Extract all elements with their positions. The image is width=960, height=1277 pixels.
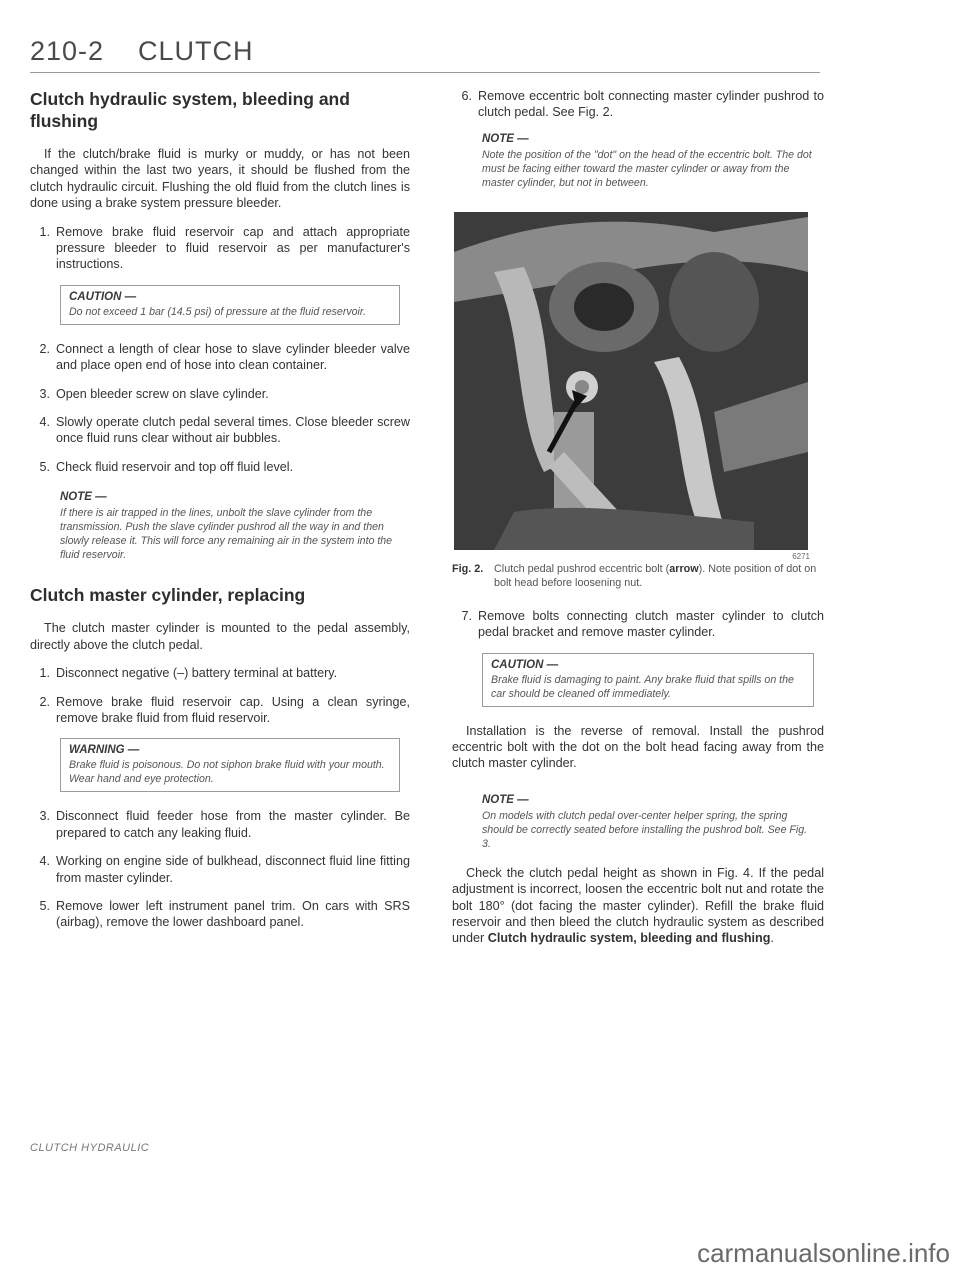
step-number: 5. [39, 459, 50, 474]
note-heading: NOTE — [482, 793, 529, 806]
figure-id: 6271 [792, 551, 810, 561]
step-text: Disconnect negative (–) battery terminal at battery. [56, 666, 338, 681]
caution-heading: CAUTION — [491, 658, 559, 671]
warning-text: Brake fluid is poisonous. Do not siphon brake fluid with your mouth. Wear hand and eye protection. [69, 759, 385, 786]
mc-step-4 [30, 853, 410, 886]
final-text: Check the clutch pedal height as shown in Fig. 4. If the pedal adjustment is incorrect, loosen the eccentric bolt nut and rotate the bolt 180° (dot facing the master cylinder). Refill the brake fluid reservoir and then bleed the clutch hydraulic system as described under [452, 865, 824, 946]
figure-photo [454, 212, 808, 550]
final-paragraph [452, 865, 824, 947]
step-number: 4. [39, 415, 50, 430]
caption-arrow: arrow [669, 562, 699, 575]
step-number: 4. [39, 854, 50, 869]
figure-label: Fig. 2. [452, 562, 484, 575]
bleed-step-3 [30, 386, 410, 402]
bleed-step-4 [30, 414, 410, 447]
page-header [30, 36, 820, 72]
caution-heading: CAUTION — [69, 290, 137, 303]
step-text: Slowly operate clutch pedal several times. Close bleeder screw once fluid runs clear without air bubbles. [56, 415, 410, 446]
step-number: 3. [39, 386, 50, 401]
bleed-step-1 [30, 224, 410, 273]
final-end: . [770, 931, 774, 946]
step-number: 6. [461, 89, 472, 103]
caution-text: Do not exceed 1 bar (14.5 psi) of pressure at the fluid reservoir. [69, 305, 366, 318]
section-title-bleeding: Clutch hydraulic system, bleeding and flushing [30, 89, 350, 131]
caution-text: Brake fluid is damaging to paint. Any brake fluid that spills on the car should be cleaned off immediately. [491, 673, 794, 700]
right-column [452, 88, 824, 959]
page-number: 210-2 [30, 36, 105, 66]
step-number: 3. [39, 809, 50, 824]
note-text: On models with clutch pedal over-center helper spring, the spring should be correctly seated before installing the pushrod bolt. See Fig. 3. [482, 809, 808, 850]
note-heading: NOTE — [482, 132, 529, 145]
step-text: Remove brake fluid reservoir cap and attach appropriate pressure bleeder to fluid reservoir as per manufacturer's instructions. [56, 224, 410, 272]
step-number: 7. [461, 608, 472, 623]
mc-step-3 [30, 808, 410, 841]
bleed-step-5 [30, 459, 410, 475]
left-column [30, 88, 410, 943]
step-text: Working on engine side of bulkhead, disconnect fluid line fitting from master cylinder. [56, 854, 410, 885]
section-title-master-cylinder: Clutch master cylinder, replacing [30, 585, 306, 606]
caution-box [482, 653, 814, 707]
step-number: 1. [39, 666, 50, 681]
note-block [482, 133, 814, 190]
cross-reference: Clutch hydraulic system, bleeding and flushing [487, 931, 771, 946]
chapter-title: CLUTCH [138, 36, 254, 66]
step-number: 2. [39, 341, 50, 356]
intro-bleeding: If the clutch/brake fluid is murky or muddy, or has not been changed within the last two years, it should be flushed from the clutch hydraulic circuit. Flushing the old fluid from the clutch lines is done using a brake system pressure bleeder. [30, 147, 410, 211]
bleed-step-2 [30, 341, 410, 374]
step-number: 2. [39, 694, 50, 709]
caution-box [60, 285, 400, 325]
mc-step-6 [452, 88, 824, 121]
mc-step-1 [30, 665, 410, 681]
header-rule [30, 72, 820, 73]
intro-master-cylinder: The clutch master cylinder is mounted to the pedal assembly, directly above the clutch pedal. [30, 621, 410, 652]
installation-text: Installation is the reverse of removal. Install the pushrod eccentric bolt with the dot on the bolt head facing away from the clutch master cylinder. [452, 723, 824, 771]
step-text: Open bleeder screw on slave cylinder. [56, 386, 269, 401]
note-block [482, 794, 814, 851]
mc-step-2 [30, 694, 410, 727]
note-text: Note the position of the "dot" on the head of the eccentric bolt. The dot must be facing either toward the master cylinder or away from the master cylinder, but not in between. [482, 148, 812, 189]
warning-heading: WARNING — [69, 744, 140, 757]
note-block [60, 491, 400, 562]
figure-caption [452, 562, 824, 590]
step-text: Connect a length of clear hose to slave cylinder bleeder valve and place open end of hose into clean container. [56, 341, 410, 373]
step-text: Check fluid reservoir and top off fluid level. [56, 459, 294, 474]
step-number: 5. [39, 898, 50, 913]
step-text: Remove bolts connecting clutch master cylinder to clutch pedal bracket and remove master cylinder. [478, 608, 824, 640]
figure-caption-text [494, 562, 824, 590]
watermark: carmanualsonline.info [697, 1238, 950, 1268]
step-text: Disconnect fluid feeder hose from the master cylinder. Be prepared to catch any leaking fluid. [56, 809, 410, 840]
step-text: Remove eccentric bolt connecting master cylinder pushrod to clutch pedal. See Fig. 2. [478, 89, 824, 120]
engine-bay-photo-image [454, 212, 808, 550]
caption-pre: Clutch pedal pushrod eccentric bolt ( [494, 562, 670, 575]
step-text: Remove brake fluid reservoir cap. Using a clean syringe, remove brake fluid from fluid reservoir. [56, 694, 410, 725]
step-number: 1. [39, 224, 50, 239]
caption-post: ). Note position of dot on bolt head before loosening nut. [494, 562, 817, 589]
note-heading: NOTE — [60, 491, 107, 504]
step-text: Remove lower left instrument panel trim. On cars with SRS (airbag), remove the lower dashboard panel. [56, 898, 410, 930]
warning-box [60, 738, 400, 792]
mc-step-7 [452, 608, 824, 641]
page-footer: CLUTCH HYDRAULIC [30, 1142, 150, 1154]
mc-step-5 [30, 898, 410, 931]
note-text: If there is air trapped in the lines, unbolt the slave cylinder from the transmission. Push the slave cylinder pushrod all the way in and then slowly release it. This will force any remaining air in the system into the fluid reservoir. [60, 507, 393, 562]
